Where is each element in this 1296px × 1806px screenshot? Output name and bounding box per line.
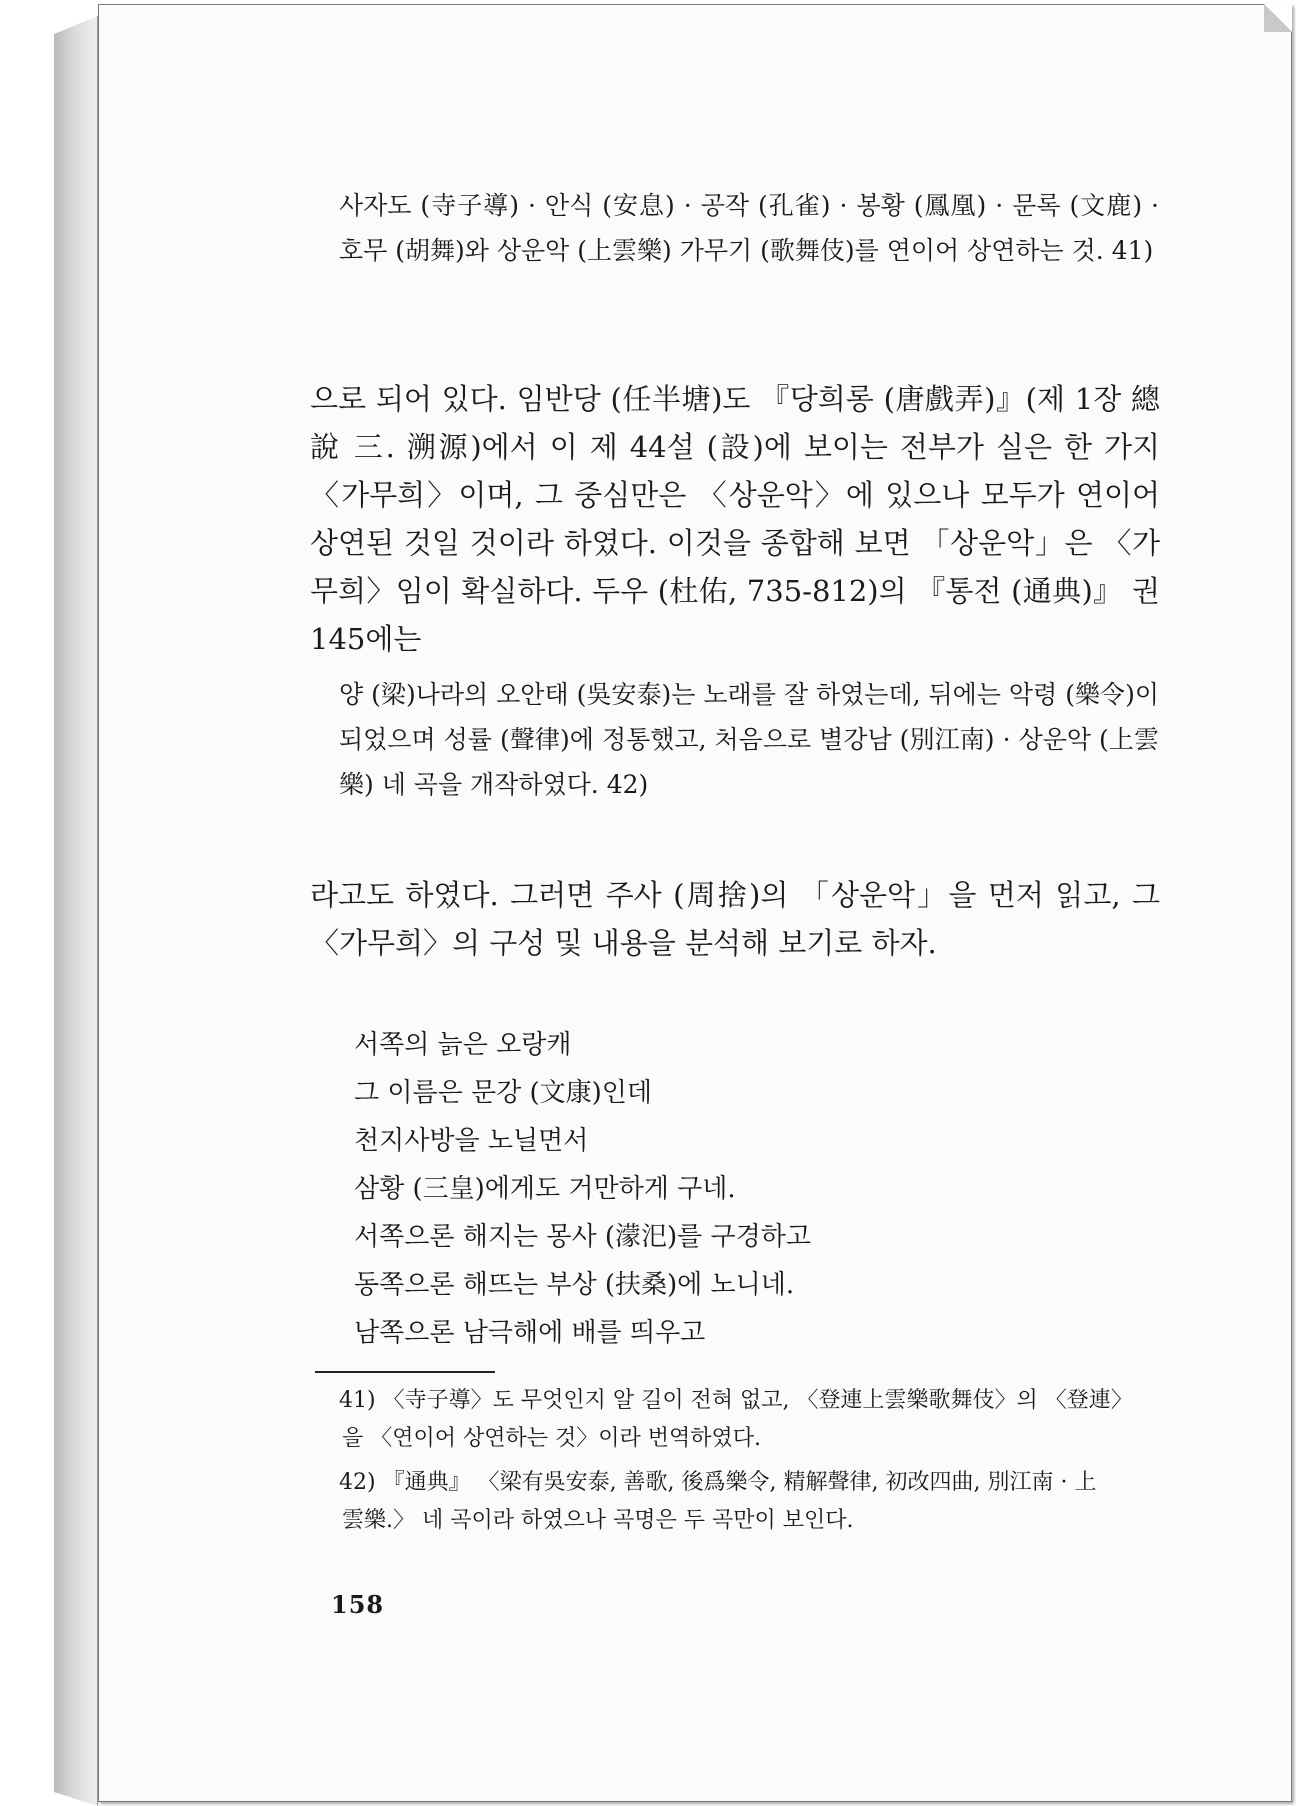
footnote-divider [315,1371,495,1373]
block-quote-1: 사자도 (寺子導) · 안식 (安息) · 공작 (孔雀) · 봉황 (鳳凰) · 문록 (文鹿) · 호무 (胡舞)와 상운악 (上雲樂) 가무기 (歌舞伎)를 연이어 상연하는 것. 41) [339,191,1159,265]
book-page [98,4,1292,1802]
page-corner-fold [1264,4,1292,32]
body-paragraph-2: 라고도 하였다. 그러면 주사 (周捨)의 「상운악」을 먼저 읽고, 그 〈가무희〉의 구성 및 내용을 분석해 보기로 하자. [310,878,1160,960]
footnote-42-line-2: 雲樂.〉 네 곡이라 하였으나 곡명은 두 곡만이 보인다. [342,1508,854,1533]
verse-line: 그 이름은 문강 (文康)인데 [354,1078,653,1108]
page-number: 158 [331,1590,385,1619]
footnote-41-line-2: 을 〈연이어 상연하는 것〉이라 번역하였다. [342,1426,761,1451]
footnote-41-line-1: 41) 〈寺子導〉도 무엇인지 알 길이 전혀 없고, 〈登連上雲樂歌舞伎〉의 〈登連〉 [339,1388,1133,1413]
book-spine [54,16,98,1806]
verse-line: 동쪽으론 해뜨는 부상 (扶桑)에 노니네. [354,1270,795,1300]
verse-line: 서쪽으론 해지는 몽사 (濛汜)를 구경하고 [354,1222,811,1252]
body-paragraph-1: 으로 되어 있다. 임반당 (任半塘)도 『당희롱 (唐戲弄)』(제 1장 總說 三. 溯源)에서 이 제 44설 (設)에 보이는 전부가 실은 한 가지 〈가무희〉이며, 그 중심만은 〈상운악〉에 있으나 모두가 연이어 상연된 것일 것이라 하였다. 이것을 종합해 보면 「상운악」은 〈가무희〉임이 확실하다. 두우 (杜佑, 735-812)의 『통전 (通典)』 권 145에는 [310,382,1160,656]
verse-line: 삼황 (三皇)에게도 거만하게 구네. [354,1174,736,1204]
footnote-42-line-1: 42) 『通典』 〈梁有吳安泰, 善歌, 後爲樂令, 精解聲律, 初改四曲, 別江南 · 上 [339,1470,1097,1495]
verse-line: 남쪽으론 남극해에 배를 띄우고 [354,1318,706,1348]
block-quote-2: 양 (梁)나라의 오안태 (吳安泰)는 노래를 잘 하였는데, 뒤에는 악령 (樂令)이 되었으며 성률 (聲律)에 정통했고, 처음으로 별강남 (別江南) · 상운악 (上雲樂) 네 곡을 개작하였다. 42) [339,680,1159,799]
book [54,4,1292,1802]
verse-line: 서쪽의 늙은 오랑캐 [354,1030,572,1060]
verse-block [354,1021,1114,1357]
footnote-42 [339,1464,1161,1540]
footnote-41 [339,1382,1161,1458]
verse-line: 천지사방을 노닐면서 [354,1126,589,1156]
